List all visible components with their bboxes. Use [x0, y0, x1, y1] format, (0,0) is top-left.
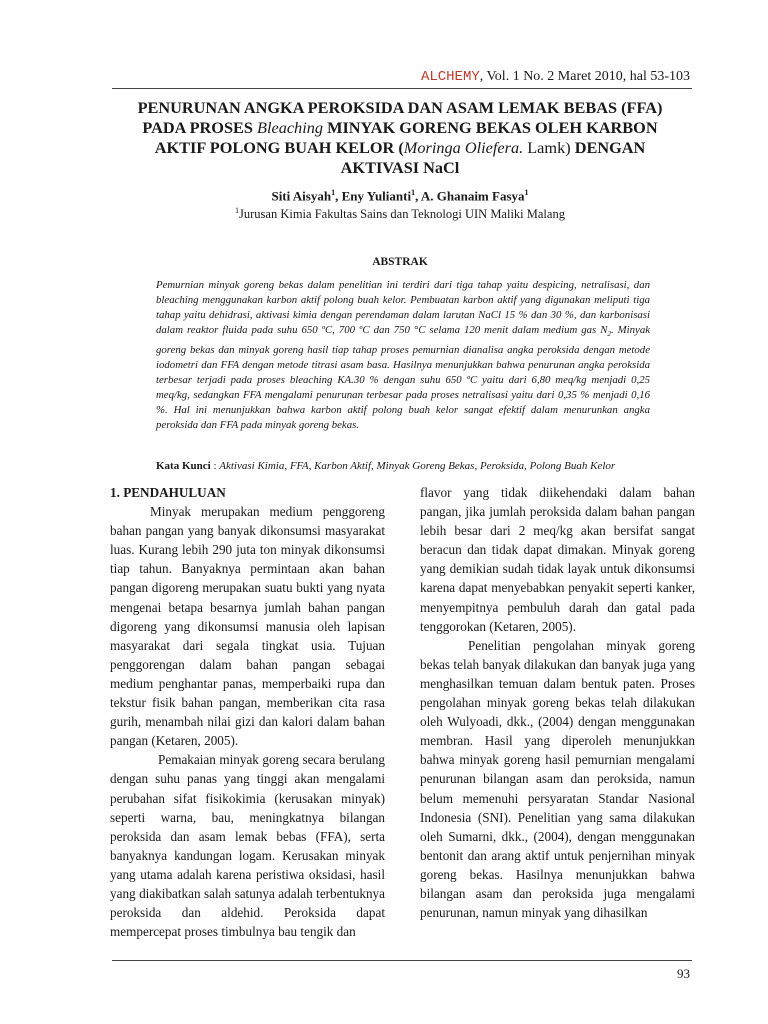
keywords-label: Kata Kunci: [156, 460, 211, 472]
abstract-heading: ABSTRAK: [372, 256, 428, 268]
title-term-bleaching: Bleaching: [257, 118, 324, 137]
section-heading: 1. PENDAHULUAN: [110, 485, 226, 500]
title-line-3: [110, 138, 690, 158]
affiliation-text: Jurusan Kimia Fakultas Sains dan Teknologi UIN Maliki Malang: [239, 207, 565, 222]
abstract-text-part-b: . Minyak goreng bekas dan minyak goreng hasil tiap tahap proses pemurnian dianalisa angka peroksida dengan metode iodometri dan FFA dengan metode titrasi asam basa. Hasilnya menunjukkan bahwa penurunan angka peroksida terbesar terjadi pada proses bleaching KA.30 % dengan suhu 650 ºC yaitu dari 6,80 meq/kg menjadi 0,25 meq/kg, sedangkan FFA mengalami penurunan terbesar pada proses netralisasi yaitu dari 0,35 % menjadi 0,16 %. Hal ini menunjukkan bahwa karbon aktif polong buah kelor sangat efektif dalam menurunkan angka peroksida dan FFA pada minyak goreng bekas.: [156, 324, 651, 431]
author-list: [110, 188, 690, 204]
abstract-subscript: 2: [607, 330, 611, 339]
page-number: 93: [677, 966, 690, 981]
title-line-1: PENURUNAN ANGKA PEROKSIDA DAN ASAM LEMAK BEBAS (FFA): [137, 98, 663, 117]
title-species-name: Moringa Oliefera.: [403, 138, 524, 157]
header-rule: [112, 88, 692, 89]
title-line-3-part-b: DENGAN: [570, 138, 646, 157]
body-column-left: [110, 483, 385, 941]
body-column-right: [420, 483, 695, 922]
title-line-2-part-b: MINYAK GORENG BEKAS OLEH KARBON: [323, 118, 658, 137]
affiliation-mark: 1: [235, 206, 240, 215]
keywords: [156, 460, 668, 472]
title-species-author: Lamk): [523, 138, 571, 157]
title-line-3-part-a: AKTIF POLONG BUAH KELOR (: [154, 138, 404, 157]
author-1: Siti Aisyah: [271, 188, 332, 204]
author-2-affil-mark: 1: [411, 188, 416, 197]
paragraph: Pemakaian minyak goreng secara berulang dengan suhu panas yang tinggi akan mengalami perubahan sifat fisikokimia (kerusakan minyak) seperti warna, bau, meningkatnya bilangan peroksida dan asam lemak bebas (FFA), serta banyaknya kandungan logam. Kerusakan minyak yang utama adalah karena peristiwa oksidasi, hasil yang diakibatkan salah satunya adalah terbentuknya peroksida dan aldehid. Peroksida dapat mempercepat proses timbulnya bau tengik dan: [110, 752, 385, 940]
title-line-4: AKTIVASI NaCl: [340, 158, 460, 177]
author-2: , Eny Yulianti: [335, 188, 412, 204]
paragraph: Penelitian pengolahan minyak goreng bekas telah banyak dilakukan dan banyak juga yang menghasilkan temuan dalam bentuk paten. Proses pengolahan minyak goreng bekas telah dilakukan oleh Wulyoadi, dkk., (2004) dengan menggunakan membran. Hasil yang diperoleh menunjukkan bahwa minyak goreng hasil pemurnian mengalami penurunan bilangan asam dan peroksida, namun belum memenuhi persyaratan Standar Nasional Indonesia (SNI). Penelitian yang sama dilakukan oleh Sumarni, dkk., (2004), dengan menggunakan bentonit dan arang aktif untuk penjernihan minyak goreng bekas. Hasilnya menunjukkan bahwa bilangan asam dan peroksida juga mengalami penurunan, namun minyak yang dihasilkan: [420, 637, 695, 921]
abstract-text-part-a: Pemurnian minyak goreng bekas dalam penelitian ini terdiri dari tiga tahap yaitu despicing, netralisasi, dan bleaching menggunakan karbon aktif polong buah kelor. Pembuatan karbon aktif yang digunakan meliputi tiga tahap yaitu dehidrasi, aktivasi kimia dengan perendaman dalam larutan NaCl 15 % dan 30 %, dan karbonisasi dalam reaktor fluida pada suhu 650 ºC, 700 ºC dan 750 °C selama 120 menit dalam medium gas N: [156, 279, 650, 337]
footer-rule: [112, 960, 692, 961]
running-header: [421, 69, 690, 85]
abstract-body: [156, 278, 650, 433]
paper-title: [110, 98, 690, 178]
keywords-list: Aktivasi Kimia, FFA, Karbon Aktif, Minyak Goreng Bekas, Peroksida, Polong Buah Kelor: [219, 460, 616, 472]
title-line-2: [110, 118, 690, 138]
paragraph: flavor yang tidak diikehendaki dalam bahan pangan, jika jumlah peroksida dalam bahan pangan lebih besar dari 2 meq/kg akan bersifat sangat beracun dan tidak dapat dimakan. Minyak goreng yang demikian sudah tidak layak untuk dikonsumsi karena dapat menyebabkan penyakit seperti kanker, menyempitnya pembuluh darah dan gatal pada tenggorokan (Ketaren, 2005).: [420, 485, 695, 634]
journal-name: ALCHEMY: [420, 69, 480, 85]
affiliation: [110, 206, 690, 222]
author-3-affil-mark: 1: [524, 188, 529, 197]
paragraph: Minyak merupakan medium penggoreng bahan pangan yang banyak dikonsumsi masyarakat luas. Kurang lebih 290 juta ton minyak dikonsumsi tiap tahun. Banyaknya permintaan akan bahan pangan digoreng merupakan suatu bukti yang nyata mengenai betapa besarnya jumlah bahan pangan digoreng yang dikonsumsi manusia oleh lapisan masyarakat dari segala tingkat usia. Tujuan penggorengan dalam bahan pangan sebagai medium penghantar panas, memperbaiki rupa dan tekstur fisik bahan pangan, memberikan cita rasa gurih, menambah nilai gizi dan kalori dalam bahan pangan (Ketaren, 2005).: [110, 504, 385, 749]
title-line-2-part-a: PADA PROSES: [142, 118, 257, 137]
author-3: , A. Ghanaim Fasya: [415, 188, 525, 204]
journal-citation: , Vol. 1 No. 2 Maret 2010, hal 53-103: [479, 69, 690, 84]
keywords-separator: :: [210, 460, 220, 472]
author-1-affil-mark: 1: [331, 188, 336, 197]
